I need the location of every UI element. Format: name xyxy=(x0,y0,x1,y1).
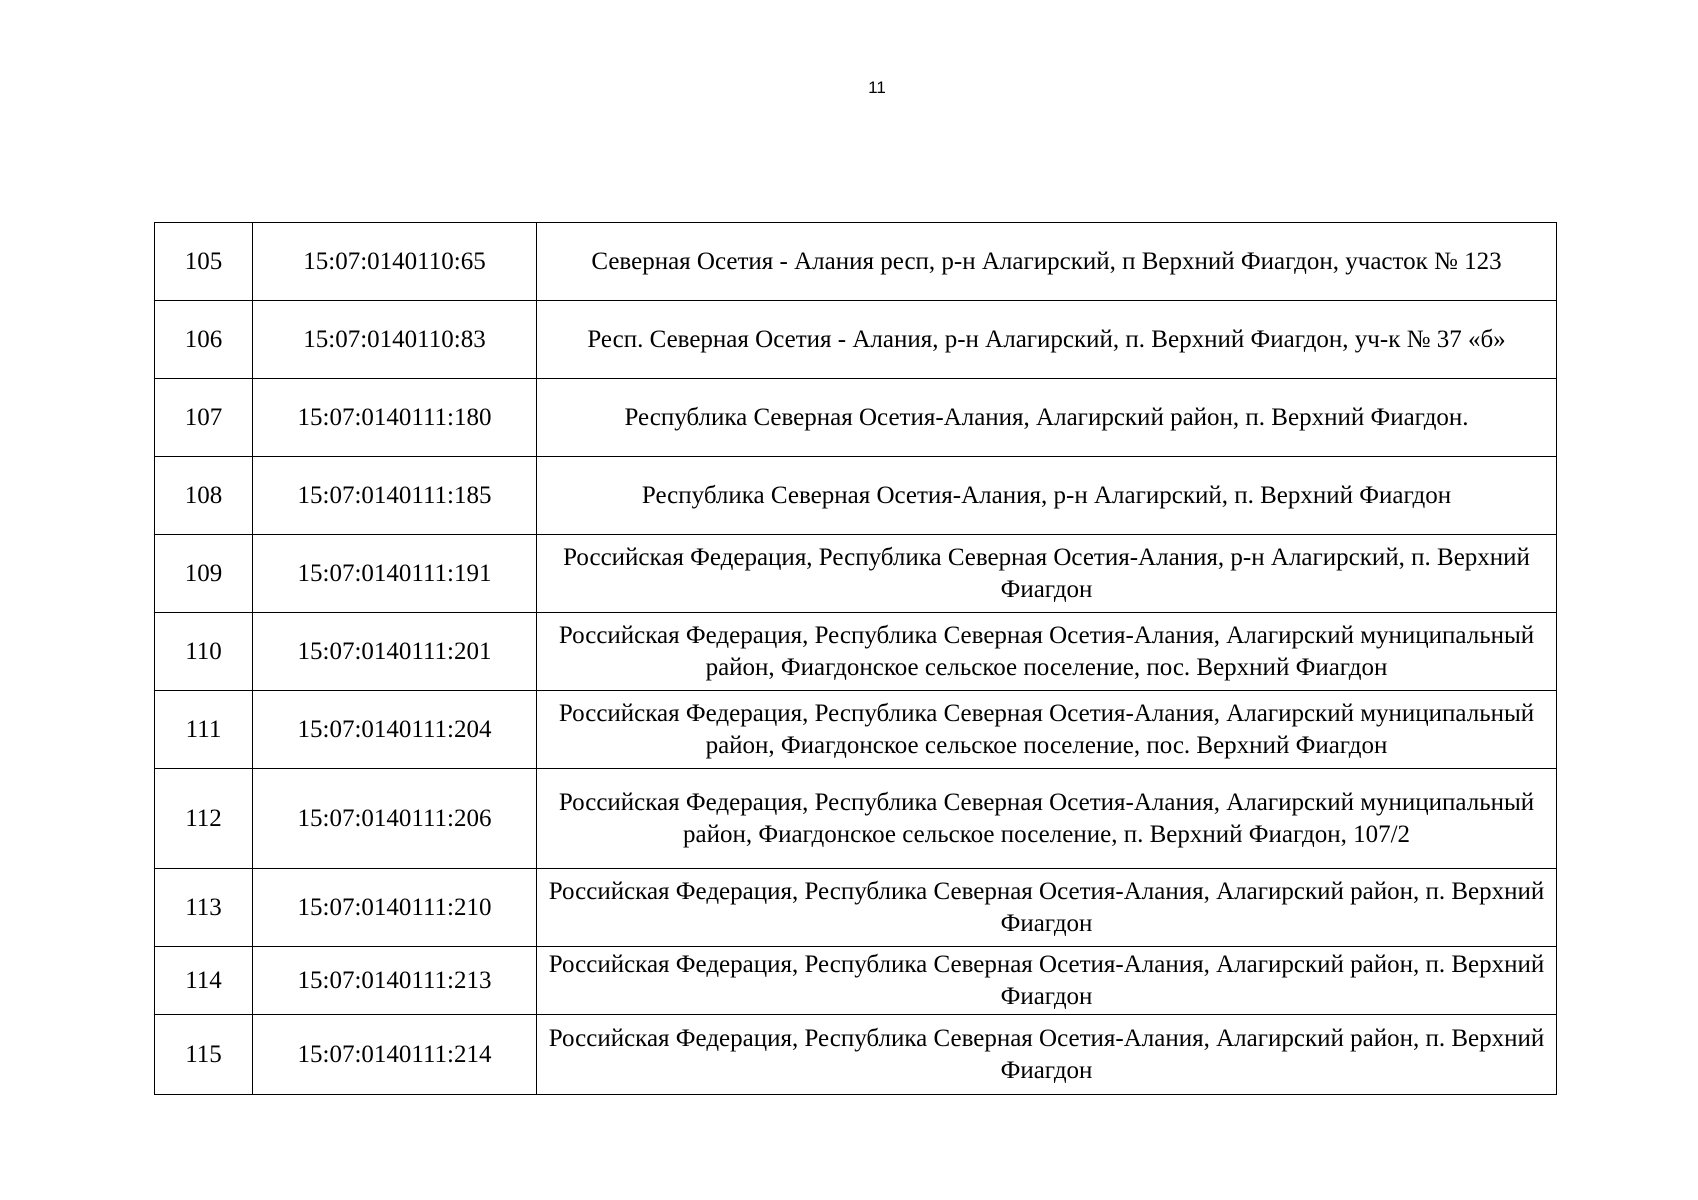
table-row xyxy=(155,1015,1557,1095)
table-row xyxy=(155,223,1557,301)
row-number-cell: 113 xyxy=(155,869,253,947)
address-cell: Северная Осетия - Алания респ, р-н Алагирский, п Верхний Фиагдон, участок № 123 xyxy=(537,223,1557,301)
table-row xyxy=(155,869,1557,947)
cadastral-number-cell: 15:07:0140111:213 xyxy=(253,947,537,1015)
row-number-cell: 114 xyxy=(155,947,253,1015)
address-cell: Российская Федерация, Республика Северная Осетия-Алания, Алагирский муниципальный район, Фиагдонское сельское поселение, пос. Верхний Фиагдон xyxy=(537,613,1557,691)
cadastral-number-cell: 15:07:0140111:185 xyxy=(253,457,537,535)
address-cell: Российская Федерация, Республика Северная Осетия-Алания, Алагирский муниципальный район, Фиагдонское сельское поселение, пос. Верхний Фиагдон xyxy=(537,691,1557,769)
row-number-cell: 105 xyxy=(155,223,253,301)
row-number-cell: 112 xyxy=(155,769,253,869)
land-parcels-table xyxy=(154,222,1557,1095)
table-row xyxy=(155,535,1557,613)
address-cell: Республика Северная Осетия-Алания, р-н Алагирский, п. Верхний Фиагдон xyxy=(537,457,1557,535)
address-cell: Российская Федерация, Республика Северная Осетия-Алания, р-н Алагирский, п. Верхний Фиагдон xyxy=(537,535,1557,613)
cadastral-number-cell: 15:07:0140111:210 xyxy=(253,869,537,947)
cadastral-number-cell: 15:07:0140111:204 xyxy=(253,691,537,769)
row-number-cell: 115 xyxy=(155,1015,253,1095)
row-number-cell: 108 xyxy=(155,457,253,535)
table-row xyxy=(155,301,1557,379)
address-cell: Российская Федерация, Республика Северная Осетия-Алания, Алагирский муниципальный район, Фиагдонское сельское поселение, п. Верхний Фиагдон, 107/2 xyxy=(537,769,1557,869)
row-number-cell: 107 xyxy=(155,379,253,457)
row-number-cell: 110 xyxy=(155,613,253,691)
table-row xyxy=(155,613,1557,691)
table-row xyxy=(155,691,1557,769)
page-number xyxy=(0,78,1698,98)
table-row xyxy=(155,379,1557,457)
address-cell: Российская Федерация, Республика Северная Осетия-Алания, Алагирский район, п. Верхний Фиагдон xyxy=(537,1015,1557,1095)
cadastral-number-cell: 15:07:0140111:214 xyxy=(253,1015,537,1095)
cadastral-number-cell: 15:07:0140111:180 xyxy=(253,379,537,457)
table-row xyxy=(155,457,1557,535)
address-cell: Респ. Северная Осетия - Алания, р-н Алагирский, п. Верхний Фиагдон, уч-к № 37 «б» xyxy=(537,301,1557,379)
cadastral-number-cell: 15:07:0140111:206 xyxy=(253,769,537,869)
cadastral-number-cell: 15:07:0140110:65 xyxy=(253,223,537,301)
address-cell: Российская Федерация, Республика Северная Осетия-Алания, Алагирский район, п. Верхний Фиагдон xyxy=(537,869,1557,947)
cadastral-number-cell: 15:07:0140111:201 xyxy=(253,613,537,691)
cadastral-number-cell: 15:07:0140111:191 xyxy=(253,535,537,613)
address-cell: Российская Федерация, Республика Северная Осетия-Алания, Алагирский район, п. Верхний Фиагдон xyxy=(537,947,1557,1015)
cadastral-number-cell: 15:07:0140110:83 xyxy=(253,301,537,379)
row-number-cell: 111 xyxy=(155,691,253,769)
page-number-text: 11 xyxy=(868,78,886,97)
address-cell: Республика Северная Осетия-Алания, Алагирский район, п. Верхний Фиагдон. xyxy=(537,379,1557,457)
row-number-cell: 106 xyxy=(155,301,253,379)
row-number-cell: 109 xyxy=(155,535,253,613)
table-row xyxy=(155,947,1557,1015)
table-row xyxy=(155,769,1557,869)
